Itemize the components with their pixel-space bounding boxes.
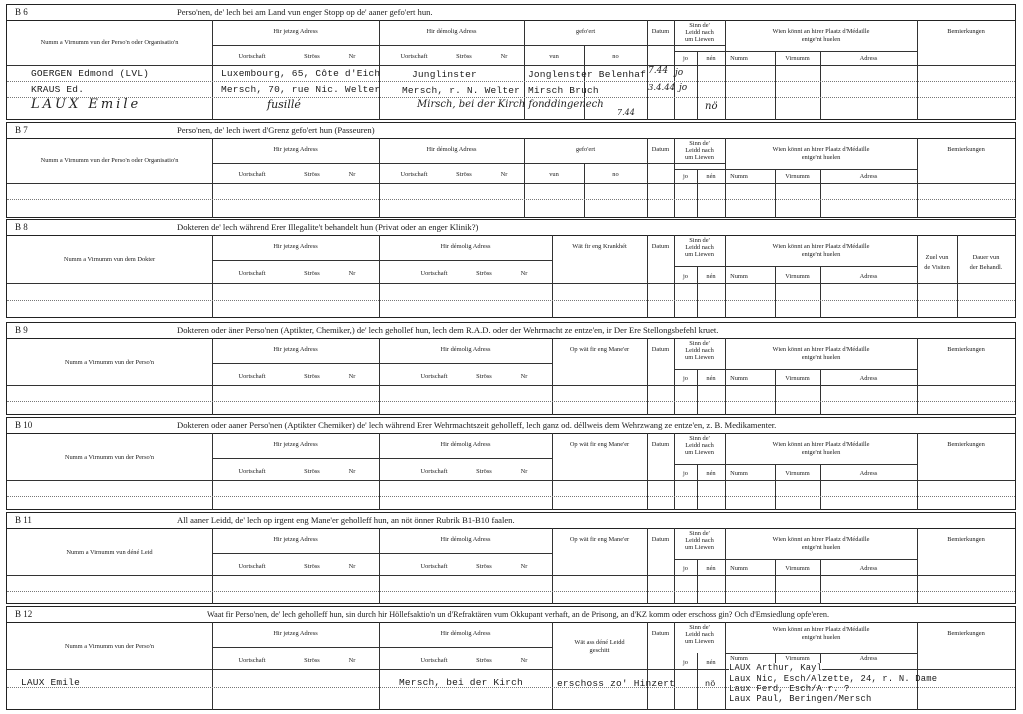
section-b8 xyxy=(6,219,1016,318)
locality-header: Uortschaft xyxy=(238,53,266,60)
entry-date: 7.44 xyxy=(648,66,669,76)
from-header: vun xyxy=(549,171,559,178)
from-header: vun xyxy=(549,53,559,60)
suffering-header-2: Leidd nach xyxy=(685,442,714,449)
guided-header: gefo'ert xyxy=(575,28,596,35)
no-header: nén xyxy=(706,470,716,477)
firstname-header: Virnumm xyxy=(785,565,810,572)
section-code: B 7 xyxy=(15,125,28,135)
suffering-header-1: Sinn de' xyxy=(689,624,710,631)
suffering-header-3: um Liewen xyxy=(685,36,714,43)
former-address-header: Hir démolig Adress xyxy=(440,536,491,543)
suffering-header-1: Sinn de' xyxy=(689,237,710,244)
surname-header: Numm xyxy=(730,173,748,180)
how-header: Op wät fir eng Mane'er xyxy=(569,536,630,543)
section-title-bar xyxy=(7,123,1015,139)
entry-former-address: Mersch, bei der Kirch xyxy=(399,677,523,688)
suffering-header-3: um Liewen xyxy=(685,154,714,161)
illness-header: Wät fir eng Krankhét xyxy=(572,243,627,250)
street-header: Ströss xyxy=(304,373,320,380)
section-b12 xyxy=(6,606,1016,710)
address-header: Adress xyxy=(859,655,878,662)
firstname-header: Virnumm xyxy=(785,273,810,280)
former-address-header: Hir démolig Adress xyxy=(426,146,477,153)
street-header: Ströss xyxy=(456,53,472,60)
entry-guided-from: Mirsch Bruch xyxy=(528,85,599,96)
medal-header-1: Wien könnt an hirer Plaatz d'Médaille xyxy=(772,146,870,153)
no-header: nén xyxy=(706,565,716,572)
current-address-header: Hir jetzeg Adress xyxy=(273,28,318,35)
entry-yes: jo xyxy=(679,83,688,93)
number-header: Nr xyxy=(348,270,356,277)
how-header: Op wät fir eng Mane'er xyxy=(569,346,630,353)
section-title-bar xyxy=(7,5,1015,21)
number-header: Nr xyxy=(348,171,356,178)
suffering-header-3: um Liewen xyxy=(685,638,714,645)
remarks-header: Bemierkungen xyxy=(947,536,985,543)
medal-header-1: Wien könnt an hirer Plaatz d'Médaille xyxy=(772,441,870,448)
street-header: Ströss xyxy=(476,657,492,664)
street-header: Ströss xyxy=(304,657,320,664)
current-address-header: Hir jetzeg Adress xyxy=(273,536,318,543)
number-header: Nr xyxy=(348,563,356,570)
address-header: Adress xyxy=(859,375,878,382)
section-code: B 10 xyxy=(15,420,33,430)
treatment-header-1: Dauer vun xyxy=(972,254,1000,261)
number-header: Nr xyxy=(348,373,356,380)
no-header: nén xyxy=(706,375,716,382)
remarks-header: Bemierkungen xyxy=(947,28,985,35)
number-header: Nr xyxy=(348,468,356,475)
what-suffered-header-2: geschitt xyxy=(589,647,610,654)
entry-no: nö xyxy=(705,679,716,689)
name-header: Numm a Virnumm vun der Perso'n xyxy=(64,359,155,366)
suffering-header-3: um Liewen xyxy=(685,251,714,258)
locality-header: Uortschaft xyxy=(238,270,266,277)
medal-header-2: entge'nt huelen xyxy=(801,354,841,361)
current-address-header: Hir jetzeg Adress xyxy=(273,243,318,250)
locality-header: Uortschaft xyxy=(400,171,428,178)
locality-header: Uortschaft xyxy=(400,53,428,60)
form-sheet xyxy=(6,4,1016,710)
date-header: Datum xyxy=(651,536,670,543)
number-header: Nr xyxy=(348,657,356,664)
suffering-header-3: um Liewen xyxy=(685,354,714,361)
surname-header: Numm xyxy=(730,273,748,280)
no-header: nén xyxy=(706,55,716,62)
yes-header: jo xyxy=(683,375,688,382)
medal-header-2: entge'nt huelen xyxy=(801,251,841,258)
section-title: Dokteren oder äner Perso'nen (Aptikter, Chemiker,) de' lech gehollef hun, lech dem R.A.D. oder der Wehrmacht ze entze'en, ir Der Ere Stellongsbefehl kruet. xyxy=(177,325,719,335)
medal-header-2: entge'nt huelen xyxy=(801,634,841,641)
number-header: Nr xyxy=(520,657,528,664)
current-address-header: Hir jetzeg Adress xyxy=(273,146,318,153)
street-header: Ströss xyxy=(304,563,320,570)
current-address-header: Hir jetzeg Adress xyxy=(273,630,318,637)
firstname-header: Virnumm xyxy=(785,55,810,62)
entry-former-address: Mirsch, bei der Kirch fonddingenech xyxy=(417,99,604,110)
section-code: B 11 xyxy=(15,515,32,525)
yes-header: jo xyxy=(683,273,688,280)
street-header: Ströss xyxy=(476,270,492,277)
date-header: Datum xyxy=(651,441,670,448)
entry-date: 7.44 xyxy=(617,108,635,117)
locality-header: Uortschaft xyxy=(238,563,266,570)
section-title-bar xyxy=(7,513,1015,529)
remarks-header: Bemierkungen xyxy=(947,630,985,637)
locality-header: Uortschaft xyxy=(238,373,266,380)
surname-header: Numm xyxy=(730,55,748,62)
suffering-header-2: Leidd nach xyxy=(685,147,714,154)
entry-guided-from: Jonglenster Belenhaf xyxy=(528,69,647,80)
suffering-header-1: Sinn de' xyxy=(689,140,710,147)
medal-recipient: Laux Paul, Beringen/Mersch xyxy=(729,694,872,704)
name-header: Numm a Virnumm vun der Perso'n xyxy=(64,643,155,650)
yes-header: jo xyxy=(683,659,688,666)
guided-header: gefo'ert xyxy=(575,146,596,153)
former-address-header: Hir démolig Adress xyxy=(440,346,491,353)
to-header: no xyxy=(612,171,619,178)
section-title: Waat fir Perso'nen, de' lech geholleff hun, sin durch hir Höllefsaktio'n un d'Refraktären vum Okkupant verhaft, an de Prisong, an d'KZ komm oder erschoss gin? Och d'Emsiedlung opfe'eren. xyxy=(207,610,830,619)
number-header: Nr xyxy=(520,373,528,380)
suffering-header-3: um Liewen xyxy=(685,544,714,551)
yes-header: jo xyxy=(683,565,688,572)
entry-name: LAUX Emile xyxy=(31,97,142,112)
medal-header-1: Wien könnt an hirer Plaatz d'Médaille xyxy=(772,626,870,633)
to-header: no xyxy=(612,53,619,60)
address-header: Adress xyxy=(859,55,878,62)
suffering-header-2: Leidd nach xyxy=(685,631,714,638)
section-b6 xyxy=(6,4,1016,120)
medal-header-2: entge'nt huelen xyxy=(801,36,841,43)
entry-former-address: Junglinster xyxy=(412,69,477,80)
section-title-bar xyxy=(7,418,1015,434)
street-header: Ströss xyxy=(476,563,492,570)
date-header: Datum xyxy=(651,146,670,153)
medal-header-2: entge'nt huelen xyxy=(801,449,841,456)
former-address-header: Hir démolig Adress xyxy=(440,441,491,448)
section-b7 xyxy=(6,122,1016,218)
locality-header: Uortschaft xyxy=(238,657,266,664)
date-header: Datum xyxy=(651,28,670,35)
suffering-header-2: Leidd nach xyxy=(685,244,714,251)
entry-yes: jo xyxy=(675,68,684,78)
suffering-header-1: Sinn de' xyxy=(689,435,710,442)
firstname-header: Virnumm xyxy=(785,655,810,662)
number-header: Nr xyxy=(500,53,508,60)
section-b11 xyxy=(6,512,1016,604)
number-header: Nr xyxy=(520,468,528,475)
surname-header: Numm xyxy=(730,470,748,477)
street-header: Ströss xyxy=(476,468,492,475)
entry-current-address: Mersch, 70, rue Nic. Welter xyxy=(221,84,381,95)
street-header: Ströss xyxy=(304,171,320,178)
section-title-bar xyxy=(7,607,1015,623)
address-header: Adress xyxy=(859,173,878,180)
current-address-header: Hir jetzeg Adress xyxy=(273,441,318,448)
visits-header-1: Zuel vun xyxy=(925,254,949,261)
name-header: Numm a Virnumm vun der Perso'n xyxy=(64,454,155,461)
medal-recipient: Laux Nic, Esch/Alzette, 24, r. N. Dame xyxy=(729,674,938,684)
locality-header: Uortschaft xyxy=(420,563,448,570)
former-address-header: Hir démolig Adress xyxy=(426,28,477,35)
section-title: Dokteren de' lech während Erer Illegalite't behandelt hun (Privat oder an enger Klinik?) xyxy=(177,222,479,232)
section-title: Dokteren oder aaner Perso'nen (Aptikter Chemiker) de' lech während Erer Wehrmachtszeit geholleff, lech ganz od. déllweis dem Wehrzwang ze entze'en, z. B. Medikamenter. xyxy=(177,420,777,430)
street-header: Ströss xyxy=(304,270,320,277)
locality-header: Uortschaft xyxy=(238,468,266,475)
remarks-header: Bemierkungen xyxy=(947,146,985,153)
surname-header: Numm xyxy=(730,565,748,572)
locality-header: Uortschaft xyxy=(420,468,448,475)
suffering-header-1: Sinn de' xyxy=(689,22,710,29)
address-header: Adress xyxy=(859,273,878,280)
section-title-bar xyxy=(7,220,1015,236)
locality-header: Uortschaft xyxy=(238,171,266,178)
street-header: Ströss xyxy=(304,53,320,60)
street-header: Ströss xyxy=(476,373,492,380)
number-header: Nr xyxy=(500,171,508,178)
medal-header-1: Wien könnt an hirer Plaatz d'Médaille xyxy=(772,243,870,250)
medal-recipient: LAUX Arthur, Kayl xyxy=(729,663,823,673)
date-header: Datum xyxy=(651,346,670,353)
what-suffered-header-1: Wät ass déné Leidd xyxy=(574,639,625,646)
suffering-header-2: Leidd nach xyxy=(685,347,714,354)
number-header: Nr xyxy=(520,563,528,570)
medal-header-1: Wien könnt an hirer Plaatz d'Médaille xyxy=(772,536,870,543)
suffering-header-2: Leidd nach xyxy=(685,537,714,544)
remarks-header: Bemierkungen xyxy=(947,441,985,448)
name-header: Numm a Virnumm vun dem Dokter xyxy=(63,256,156,263)
locality-header: Uortschaft xyxy=(420,657,448,664)
section-code: B 9 xyxy=(15,325,28,335)
current-address-header: Hir jetzeg Adress xyxy=(273,346,318,353)
surname-header: Numm xyxy=(730,375,748,382)
section-title: Perso'nen, de' lech iwert d'Grenz gefo'ert hun (Passeuren) xyxy=(177,125,375,135)
name-header: Numm a Virnumm vun der Perso'n oder Organisatio'n xyxy=(40,39,179,46)
number-header: Nr xyxy=(348,53,356,60)
number-header: Nr xyxy=(520,270,528,277)
entry-current-address: fusillé xyxy=(267,98,301,111)
medal-header-2: entge'nt huelen xyxy=(801,154,841,161)
firstname-header: Virnumm xyxy=(785,173,810,180)
street-header: Ströss xyxy=(456,171,472,178)
visits-header-2: de Visiten xyxy=(924,264,950,271)
entry-name: KRAUS Ed. xyxy=(31,84,85,95)
no-header: nén xyxy=(706,273,716,280)
treatment-header-2: der Behandl. xyxy=(969,264,1003,271)
suffering-header-2: Leidd nach xyxy=(685,29,714,36)
yes-header: jo xyxy=(683,470,688,477)
medal-header-1: Wien könnt an hirer Plaatz d'Médaille xyxy=(772,346,870,353)
former-address-header: Hir démolig Adress xyxy=(440,630,491,637)
entry-no: nö xyxy=(705,101,718,112)
suffering-header-3: um Liewen xyxy=(685,449,714,456)
former-address-header: Hir démolig Adress xyxy=(440,243,491,250)
no-header: nén xyxy=(706,659,716,666)
address-header: Adress xyxy=(859,470,878,477)
name-header: Numm a Virnumm vun der Perso'n oder Organisatio'n xyxy=(40,157,179,164)
address-header: Adress xyxy=(859,565,878,572)
entry-former-address: Mersch, r. N. Welter xyxy=(402,85,521,96)
date-header: Datum xyxy=(651,630,670,637)
street-header: Ströss xyxy=(304,468,320,475)
surname-header: Numm xyxy=(730,655,748,662)
suffering-header-1: Sinn de' xyxy=(689,340,710,347)
suffering-header-1: Sinn de' xyxy=(689,530,710,537)
yes-header: jo xyxy=(683,173,688,180)
medal-header-2: entge'nt huelen xyxy=(801,544,841,551)
section-code: B 12 xyxy=(15,609,33,619)
date-header: Datum xyxy=(651,243,670,250)
no-header: nén xyxy=(706,173,716,180)
remarks-header: Bemierkungen xyxy=(947,346,985,353)
section-title-bar xyxy=(7,323,1015,339)
entry-name: LAUX Emile xyxy=(21,677,81,688)
section-code: B 8 xyxy=(15,222,28,232)
entry-what-suffered: erschoss zo' Hinzert xyxy=(557,678,676,689)
section-title: Perso'nen, de' lech bei am Land vun enger Stopp op de' aaner gefo'ert hun. xyxy=(177,7,433,17)
firstname-header: Virnumm xyxy=(785,470,810,477)
section-code: B 6 xyxy=(15,7,28,17)
locality-header: Uortschaft xyxy=(420,373,448,380)
entry-date: 3.4.44 xyxy=(648,83,676,93)
firstname-header: Virnumm xyxy=(785,375,810,382)
yes-header: jo xyxy=(683,55,688,62)
entry-current-address: Luxembourg, 65, Côte d'Eich xyxy=(221,68,381,79)
section-b10 xyxy=(6,417,1016,510)
entry-name: GOERGEN Edmond (LVL) xyxy=(31,68,150,79)
medal-recipient: Laux Ferd, Esch/A r. ? xyxy=(729,684,850,694)
section-title: All aaner Leidd, de' lech op irgent eng Mane'er geholleff hun, an nöt önner Rubrik B1-B10 faalen. xyxy=(177,515,515,525)
name-header: Numm a Virnumm vun déné Leid xyxy=(66,549,153,556)
medal-header-1: Wien könnt an hirer Plaatz d'Médaille xyxy=(772,28,870,35)
section-b9 xyxy=(6,322,1016,415)
how-header: Op wät fir eng Mane'er xyxy=(569,441,630,448)
locality-header: Uortschaft xyxy=(420,270,448,277)
